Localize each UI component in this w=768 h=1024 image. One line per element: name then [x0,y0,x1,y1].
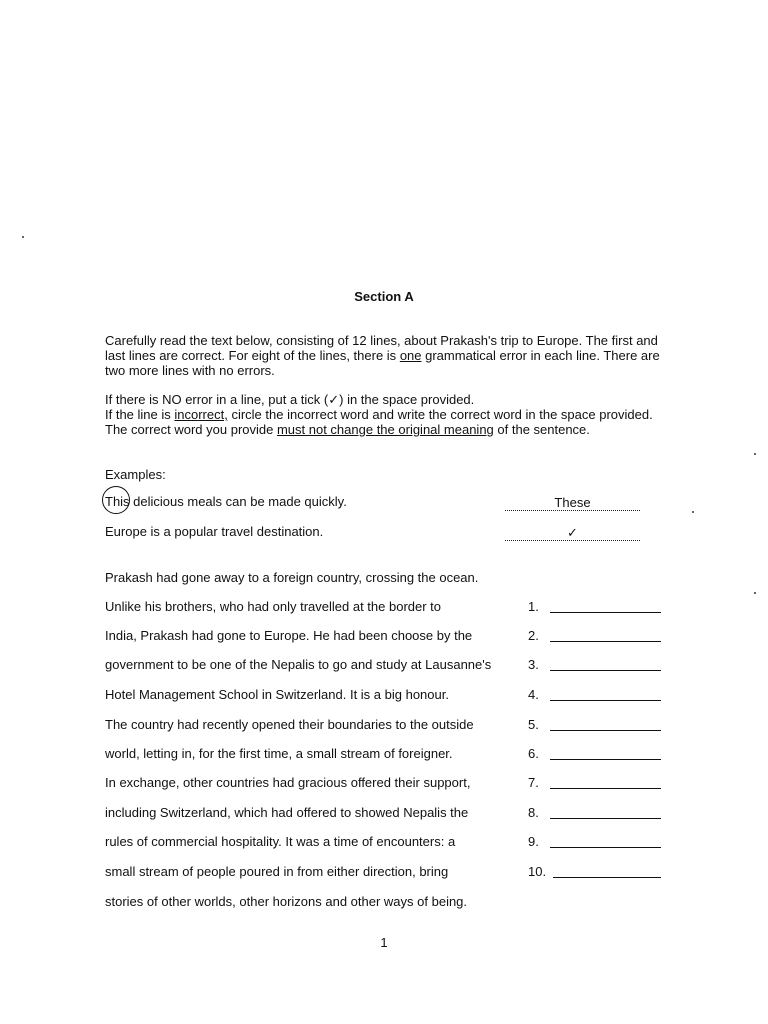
line-number: 2. [528,628,539,643]
example-row [105,522,645,542]
text-line: India, Prakash had gone to Europe. He had been choose by the [105,628,473,643]
line-number: 8. [528,805,539,820]
tick-rule: If there is NO error in a line, put a tick (✓) in the space provided. [105,392,475,407]
meaning-text-2: of the sentence. [493,422,590,437]
text-line: rules of commercial hospitality. It was a time of encounters: a [105,834,456,849]
scan-speck [754,453,756,455]
line-number: 6. [528,746,539,761]
page-number: 1 [380,935,388,950]
example-sentence: Europe is a popular travel destination. [105,524,324,539]
example-answer: These [554,495,591,510]
example-row [105,492,645,512]
answer-blank[interactable] [550,788,661,789]
example-sentence: This delicious meals can be made quickly. [105,494,347,509]
answer-blank[interactable] [550,641,661,642]
text-line: stories of other worlds, other horizons and other ways of being. [105,894,468,909]
line-number: 7. [528,775,539,790]
text-line: The country had recently opened their boundaries to the outside [105,717,474,732]
answer-blank[interactable] [550,847,661,848]
answer-blank[interactable] [550,700,661,701]
incorrect-text-1: If the line is [105,407,175,422]
line-number: 5. [528,717,539,732]
text-line: Unlike his brothers, who had only travelled at the border to [105,599,442,614]
text-line: In exchange, other countries had gracious offered their support, [105,775,471,790]
example-answer-blank [505,496,640,511]
answer-blank[interactable] [550,759,661,760]
scan-speck [22,236,24,238]
scan-speck [692,511,694,513]
incorrect-text-2: circle the incorrect word and write the correct word in the space provided. [227,407,653,422]
line-number: 1. [528,599,539,614]
line-number: 3. [528,657,539,672]
intro-text-1: Carefully read the text below, consisting of 12 lines, about Prakash's trip to Europe. The first and last lines are correct. For eight of the lines, there is [105,333,658,363]
text-line: including Switzerland, which had offered to showed Nepalis the [105,805,469,820]
text-line: Prakash had gone away to a foreign country, crossing the ocean. [105,570,479,585]
text-line: government to be one of the Nepalis to go and study at Lausanne's [105,657,492,672]
examples-label: Examples: [105,467,166,482]
line-number: 10. [528,864,547,879]
line-number: 9. [528,834,539,849]
text-line: small stream of people poured in from either direction, bring [105,864,449,879]
answer-blank[interactable] [553,877,661,878]
meaning-text-1: The correct word you provide [105,422,277,437]
intro-text-2: grammatical error in each line. There are two more lines with no errors. [105,348,660,378]
example-answer: ✓ [567,525,578,540]
text-line: world, letting in, for the first time, a small stream of foreigner. [105,746,453,761]
answer-blank[interactable] [550,612,661,613]
scan-speck [754,592,756,594]
answer-blank[interactable] [550,670,661,671]
incorrect-underlined: incorrect, [174,407,228,422]
section-title: Section A [354,289,414,304]
answer-blank[interactable] [550,730,661,731]
instructions-rules [105,392,670,437]
text-line: Hotel Management School in Switzerland. It is a big honour. [105,687,449,702]
example-answer-blank [505,526,640,541]
instructions-intro [105,333,670,378]
line-number: 4. [528,687,539,702]
answer-blank[interactable] [550,818,661,819]
meaning-underlined: must not change the original meaning [276,422,494,437]
intro-underlined: one [399,348,422,363]
